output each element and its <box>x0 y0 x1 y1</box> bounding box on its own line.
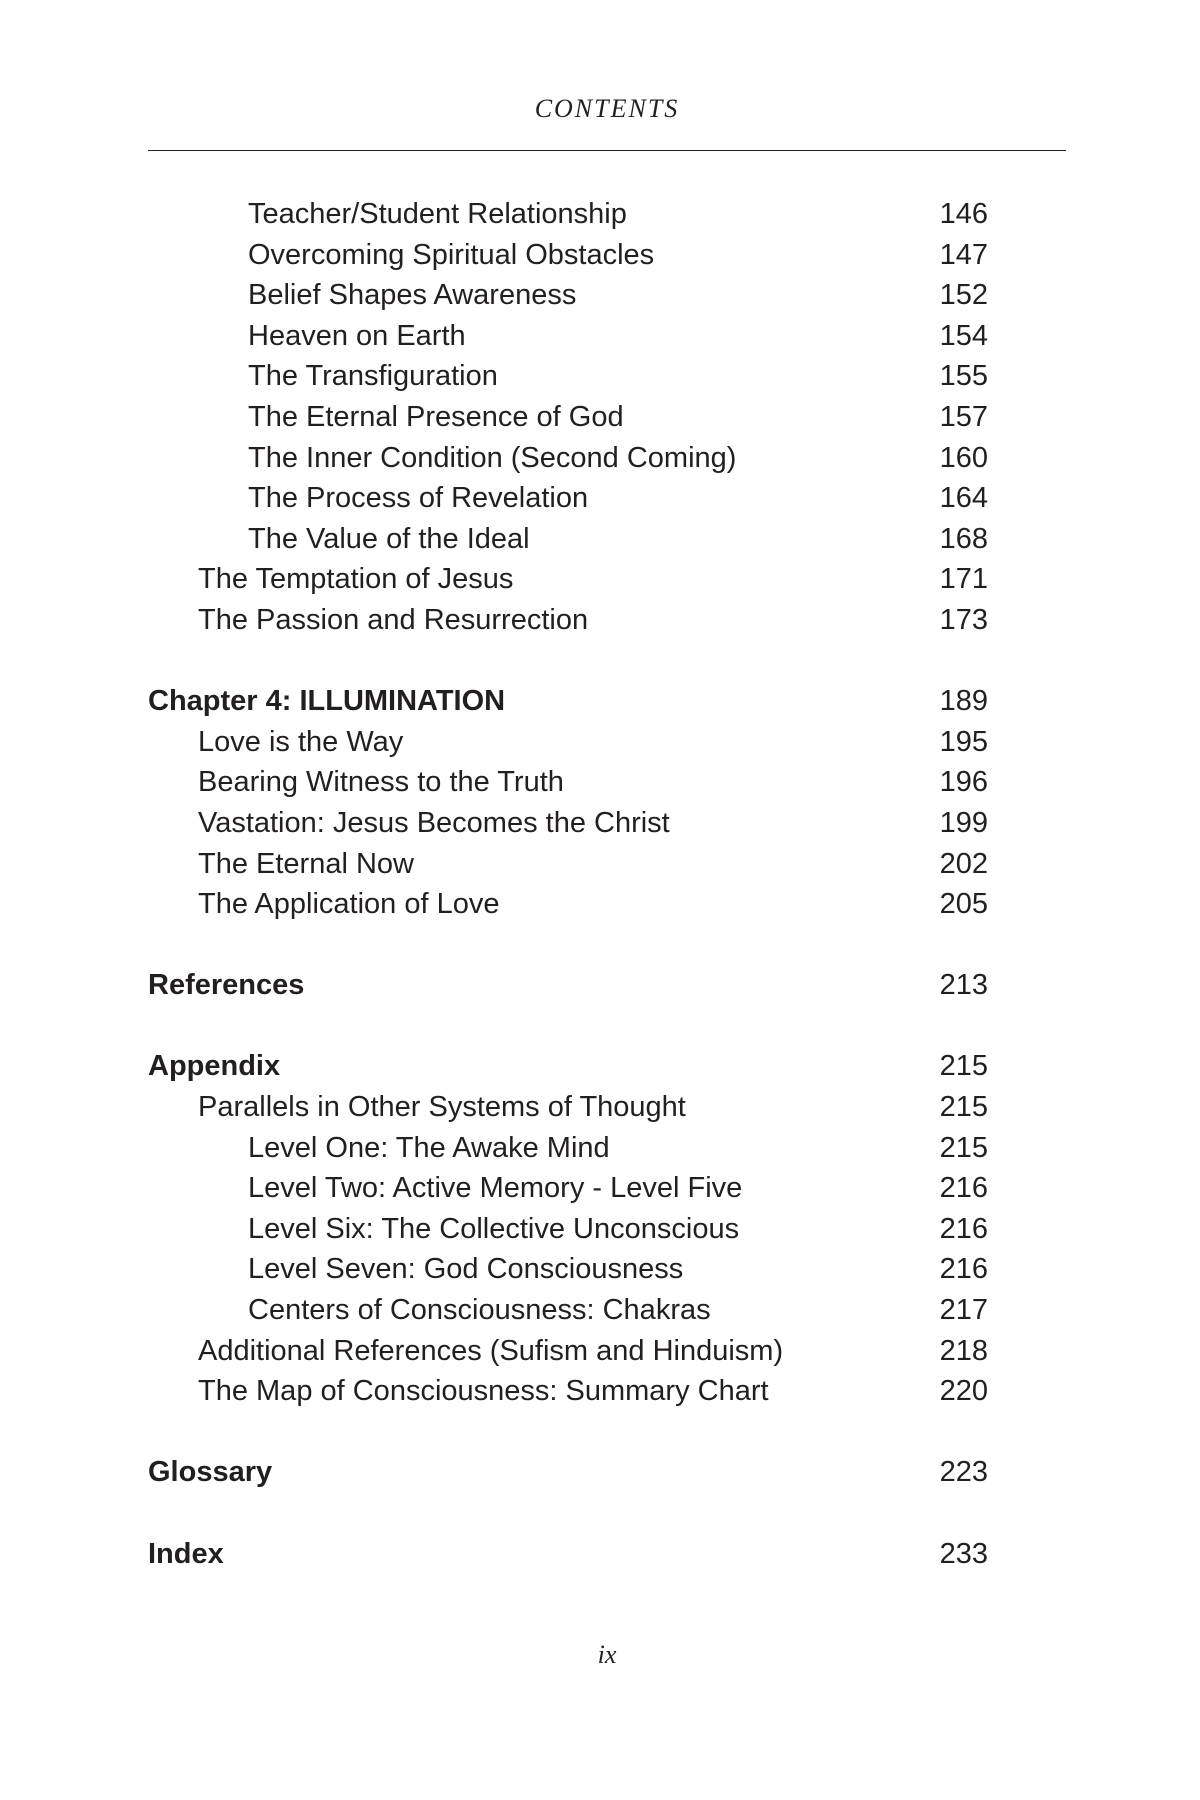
toc-subentry[interactable] <box>148 316 988 357</box>
toc-page-number: 171 <box>939 563 988 596</box>
toc-entry-title: Glossary <box>148 1456 273 1489</box>
toc-entry-title: The Inner Condition (Second Coming) <box>248 441 737 474</box>
toc-section-entry[interactable] <box>148 1452 988 1493</box>
toc-entry[interactable] <box>148 1087 988 1128</box>
toc-page-number: 223 <box>939 1456 988 1489</box>
header-rule <box>148 150 1066 151</box>
toc-page-number: 160 <box>939 441 988 474</box>
toc-entry-title: Heaven on Earth <box>248 319 466 352</box>
toc-entry-title: Teacher/Student Relationship <box>248 198 627 230</box>
toc-section-entry[interactable] <box>148 1046 988 1087</box>
toc-subentry[interactable] <box>148 194 988 235</box>
toc-entry-title: Index <box>148 1537 224 1570</box>
toc-entry-title: Belief Shapes Awareness <box>248 279 577 312</box>
toc-page-number: 199 <box>939 806 988 839</box>
toc-entry-title: The Passion and Resurrection <box>198 603 589 636</box>
toc-entry-title: Vastation: Jesus Becomes the Christ <box>198 806 670 839</box>
toc-page-number: 216 <box>939 1212 988 1245</box>
toc-subentry[interactable] <box>148 235 988 276</box>
toc-subentry[interactable] <box>148 356 988 397</box>
toc-entry-title: Chapter 4: ILLUMINATION <box>148 685 506 718</box>
toc-entry[interactable] <box>148 600 988 641</box>
toc-page-number: 215 <box>939 1050 988 1083</box>
table-of-contents <box>148 194 988 1574</box>
toc-subentry[interactable] <box>148 275 988 316</box>
toc-page-number: 215 <box>939 1091 988 1124</box>
toc-page-number: 157 <box>939 400 988 433</box>
toc-entry-title: Level One: The Awake Mind <box>248 1131 610 1164</box>
section-spacer <box>148 925 988 966</box>
toc-page-number: 173 <box>939 603 988 636</box>
toc-entry[interactable] <box>148 844 988 885</box>
toc-page-number: 218 <box>939 1334 988 1367</box>
toc-entry-title: Level Two: Active Memory - Level Five <box>248 1172 743 1205</box>
toc-page-number: 216 <box>939 1172 988 1205</box>
toc-entry-title: The Application of Love <box>198 888 500 921</box>
toc-entry[interactable] <box>148 1371 988 1412</box>
section-spacer <box>148 641 988 682</box>
toc-subentry[interactable] <box>148 397 988 438</box>
toc-subentry[interactable] <box>148 1128 988 1169</box>
toc-section-entry[interactable] <box>148 965 988 1006</box>
toc-page-number: 205 <box>939 888 988 921</box>
toc-page-number: 189 <box>939 685 988 718</box>
toc-subentry[interactable] <box>148 1249 988 1290</box>
toc-page-number: 215 <box>939 1131 988 1164</box>
toc-entry-title: The Value of the Ideal <box>248 522 530 555</box>
toc-entry-title: Bearing Witness to the Truth <box>198 766 564 799</box>
section-spacer <box>148 1493 988 1534</box>
toc-page-number: 146 <box>939 198 988 230</box>
toc-entry-title: Additional References (Sufism and Hinduism) <box>198 1334 784 1367</box>
toc-page-number: 202 <box>939 847 988 880</box>
toc-entry[interactable] <box>148 559 988 600</box>
toc-page-number: 195 <box>939 725 988 758</box>
toc-page-number: 154 <box>939 319 988 352</box>
toc-entry-title: The Map of Consciousness: Summary Chart <box>198 1375 769 1408</box>
toc-entry[interactable] <box>148 803 988 844</box>
toc-subentry[interactable] <box>148 438 988 479</box>
toc-entry-title: Level Seven: God Consciousness <box>248 1253 684 1286</box>
toc-section-entry[interactable] <box>148 1534 988 1575</box>
toc-page-number: 196 <box>939 766 988 799</box>
running-head: CONTENTS <box>534 94 680 123</box>
toc-subentry[interactable] <box>148 1168 988 1209</box>
toc-entry[interactable] <box>148 884 988 925</box>
toc-page-number: 216 <box>939 1253 988 1286</box>
toc-subentry[interactable] <box>148 1209 988 1250</box>
toc-entry-title: Appendix <box>148 1050 281 1083</box>
toc-entry-title: The Process of Revelation <box>248 482 589 515</box>
toc-entry-title: Level Six: The Collective Unconscious <box>248 1212 740 1245</box>
toc-page-number: 220 <box>939 1375 988 1408</box>
toc-entry-title: Love is the Way <box>198 725 404 758</box>
toc-entry[interactable] <box>148 722 988 763</box>
section-spacer <box>148 1006 988 1047</box>
toc-page-number: 213 <box>939 969 988 1002</box>
toc-entry-title: The Eternal Now <box>198 847 414 880</box>
toc-page-number: 168 <box>939 522 988 555</box>
section-spacer <box>148 1412 988 1453</box>
toc-page-number: 217 <box>939 1294 988 1327</box>
toc-entry-title: References <box>148 969 305 1002</box>
toc-section-entry[interactable] <box>148 681 988 722</box>
toc-entry-title: Overcoming Spiritual Obstacles <box>248 238 655 271</box>
toc-entry-title: The Temptation of Jesus <box>198 563 514 596</box>
toc-page-number: 233 <box>939 1537 988 1570</box>
toc-entry[interactable] <box>148 762 988 803</box>
toc-entry[interactable] <box>148 1331 988 1372</box>
toc-page-number: 155 <box>939 360 988 393</box>
toc-subentry[interactable] <box>148 519 988 560</box>
toc-subentry[interactable] <box>148 1290 988 1331</box>
toc-entry-title: The Eternal Presence of God <box>248 400 624 433</box>
toc-page-number: 147 <box>939 238 988 271</box>
toc-subentry[interactable] <box>148 478 988 519</box>
toc-page-number: 164 <box>939 482 988 515</box>
toc-page-number: 152 <box>939 279 988 312</box>
toc-entry-title: Parallels in Other Systems of Thought <box>198 1091 686 1124</box>
toc-entry-title: The Transfiguration <box>248 360 498 393</box>
toc-entry-title: Centers of Consciousness: Chakras <box>248 1294 711 1327</box>
page-folio: ix <box>597 1640 617 1669</box>
